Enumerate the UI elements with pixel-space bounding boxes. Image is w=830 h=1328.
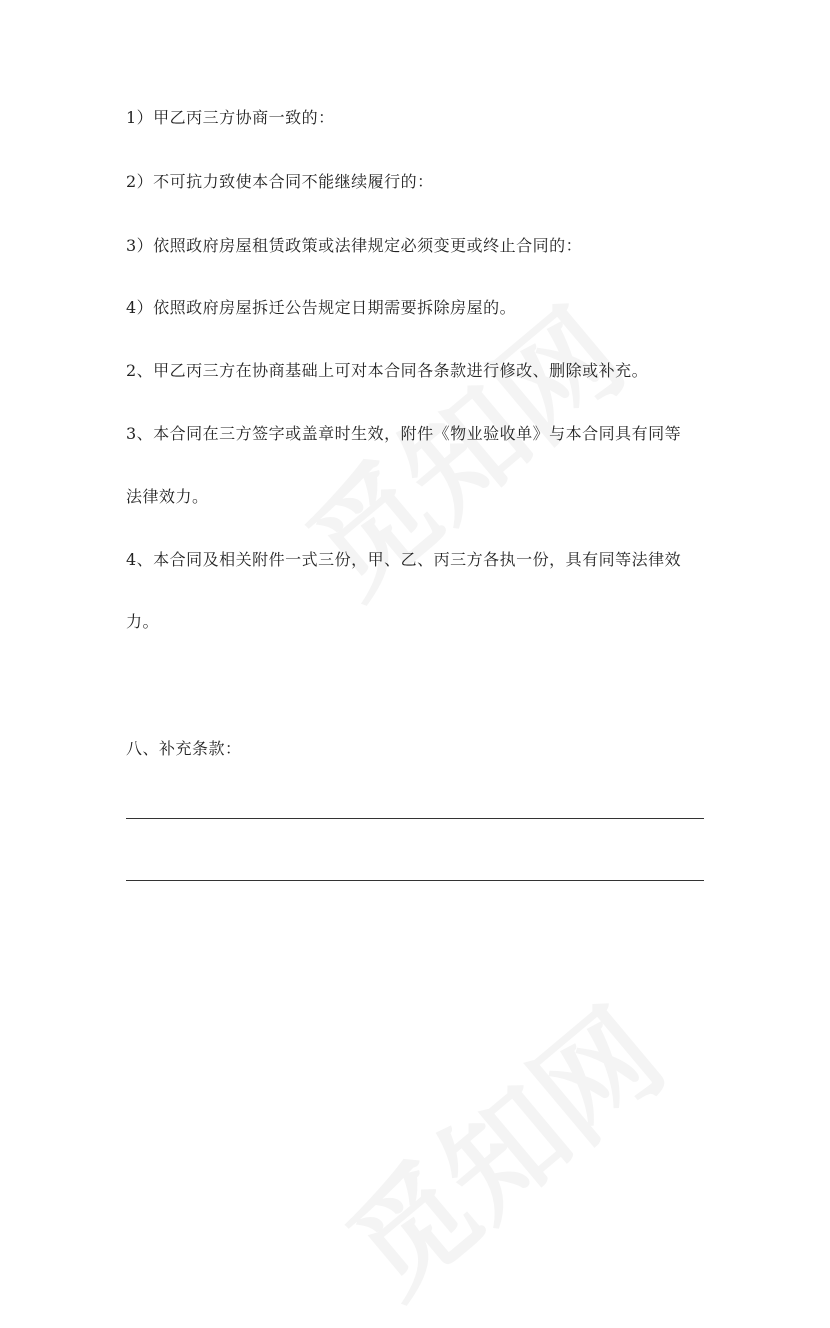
clause-item-4: 4）依照政府房屋拆迁公告规定日期需要拆除房屋的。 <box>126 298 517 317</box>
clause-item-1: 1）甲乙丙三方协商一致的： <box>126 108 335 127</box>
clause-4-line-2: 力。 <box>126 612 160 631</box>
clause-item-2: 2）不可抗力致使本合同不能继续履行的： <box>126 172 434 191</box>
clause-4-line-1: 4、本合同及相关附件一式三份，甲、乙、丙三方各执一份，具有同等法律效 <box>126 550 682 569</box>
watermark <box>267 264 653 627</box>
clause-3-line-1: 3、本合同在三方签字或盖章时生效，附件《物业验收单》与本合同具有同等 <box>126 424 682 443</box>
supplement-heading: 八、补充条款： <box>126 739 242 758</box>
blank-line-1 <box>126 818 704 819</box>
clause-3-line-2: 法律效力。 <box>126 487 209 506</box>
clause-2: 2、甲乙丙三方在协商基础上可对本合同各条款进行修改、删除或补充。 <box>126 361 649 380</box>
blank-line-2 <box>126 880 704 881</box>
watermark-bottom <box>307 964 693 1327</box>
clause-item-3: 3）依照政府房屋租赁政策或法律规定必须变更或终止合同的： <box>126 236 583 255</box>
